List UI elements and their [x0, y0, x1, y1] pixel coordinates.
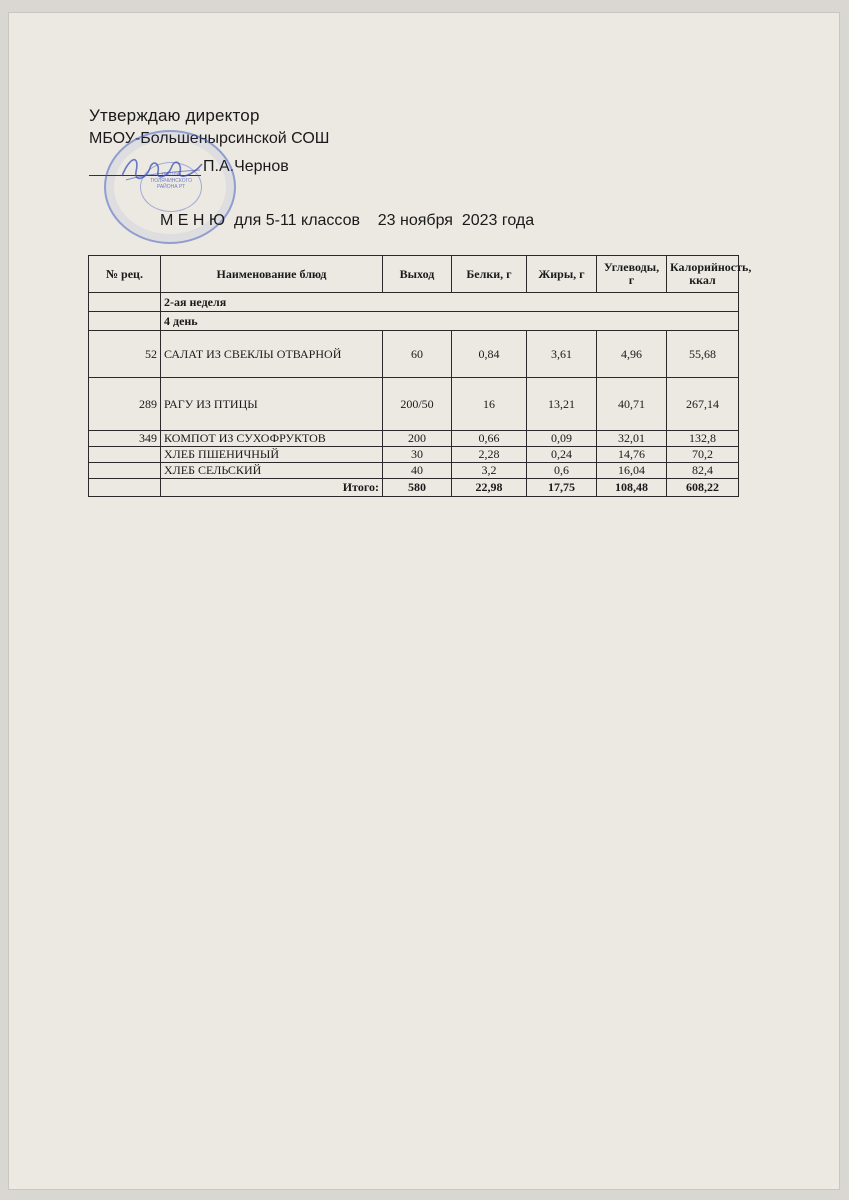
rec-no-cell: 289: [89, 378, 161, 431]
dish-name-cell: РАГУ ИЗ ПТИЦЫ: [161, 378, 383, 431]
menu-table: [88, 255, 752, 497]
carbs-cell: 40,71: [597, 378, 667, 431]
dish-name-cell: ХЛЕБ СЕЛЬСКИЙ: [161, 463, 383, 479]
total-label: Итого:: [161, 479, 383, 497]
rec-no-cell: 52: [89, 331, 161, 378]
day-row: [89, 312, 739, 331]
total-proteins: 22,98: [452, 479, 527, 497]
calories-cell: 70,2: [667, 447, 739, 463]
calories-cell: 82,4: [667, 463, 739, 479]
yield-cell: 200: [383, 431, 452, 447]
proteins-cell: 0,84: [452, 331, 527, 378]
total-calories: 608,22: [667, 479, 739, 497]
proteins-cell: 16: [452, 378, 527, 431]
approval-heading: Утверждаю директор: [89, 106, 260, 125]
col-calories: Калорийность, ккал: [667, 256, 739, 293]
total-yield: 580: [383, 479, 452, 497]
yield-cell: 30: [383, 447, 452, 463]
fats-cell: 0,6: [527, 463, 597, 479]
col-yield: Выход: [383, 256, 452, 293]
table-row: [89, 463, 739, 479]
stamp-text: ШКОЛА ТЮЛЯЧИНСКОГО РАЙОНА РТ: [150, 172, 192, 190]
table-row: [89, 447, 739, 463]
table-header-row: [89, 256, 739, 293]
director-name: П.А.Чернов: [203, 158, 289, 175]
yield-cell: 40: [383, 463, 452, 479]
col-proteins: Белки, г: [452, 256, 527, 293]
menu-title: М Е Н Ю для 5-11 классов 23 ноября 2023 года: [160, 212, 535, 229]
table-row: [89, 331, 739, 378]
rec-no-cell: [89, 463, 161, 479]
yield-cell: 200/50: [383, 378, 452, 431]
yield-cell: 60: [383, 331, 452, 378]
fats-cell: 0,09: [527, 431, 597, 447]
rec-no-cell: 349: [89, 431, 161, 447]
fats-cell: 13,21: [527, 378, 597, 431]
document-page: [8, 12, 840, 1190]
col-rec-no: № рец.: [89, 256, 161, 293]
table-row: [89, 378, 739, 431]
dish-name-cell: ХЛЕБ ПШЕНИЧНЫЙ: [161, 447, 383, 463]
day-label: 4 день: [161, 312, 739, 331]
calories-cell: 132,8: [667, 431, 739, 447]
fats-cell: 3,61: [527, 331, 597, 378]
total-fats: 17,75: [527, 479, 597, 497]
school-name: МБОУ-Большенырсинской СОШ: [89, 130, 330, 147]
rec-no-cell: [89, 447, 161, 463]
total-carbs: 108,48: [597, 479, 667, 497]
total-row: [89, 479, 739, 497]
proteins-cell: 3,2: [452, 463, 527, 479]
calories-cell: 55,68: [667, 331, 739, 378]
col-carbs: Углеводы, г: [597, 256, 667, 293]
carbs-cell: 16,04: [597, 463, 667, 479]
carbs-cell: 32,01: [597, 431, 667, 447]
proteins-cell: 2,28: [452, 447, 527, 463]
week-row: [89, 293, 739, 312]
carbs-cell: 4,96: [597, 331, 667, 378]
col-fats: Жиры, г: [527, 256, 597, 293]
fats-cell: 0,24: [527, 447, 597, 463]
proteins-cell: 0,66: [452, 431, 527, 447]
dish-name-cell: САЛАТ ИЗ СВЕКЛЫ ОТВАРНОЙ: [161, 331, 383, 378]
carbs-cell: 14,76: [597, 447, 667, 463]
col-dish-name: Наименование блюд: [161, 256, 383, 293]
handwritten-signature: [116, 150, 206, 190]
calories-cell: 267,14: [667, 378, 739, 431]
table-row: [89, 431, 739, 447]
dish-name-cell: КОМПОТ ИЗ СУХОФРУКТОВ: [161, 431, 383, 447]
week-label: 2-ая неделя: [161, 293, 739, 312]
